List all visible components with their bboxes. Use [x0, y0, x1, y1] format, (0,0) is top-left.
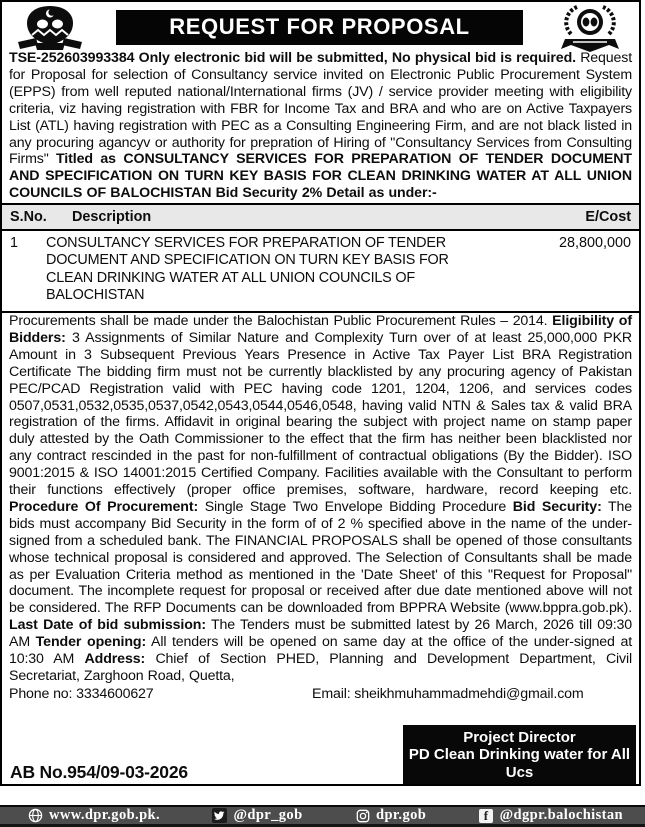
signature-line: PD Clean Drinking water for All	[408, 746, 631, 763]
ab-reference-number: AB No.954/09-03-2026	[10, 762, 188, 782]
email-address[interactable]: Email: sheikhmuhammadmehdi@gmail.com	[312, 685, 584, 702]
column-header-description: Description	[72, 209, 152, 226]
cell-ecost: 28,800,000	[558, 235, 631, 252]
page-title: REQUEST FOR PROPOSAL	[116, 10, 523, 45]
twitter-link[interactable]	[212, 807, 302, 824]
facebook-icon: f	[479, 808, 494, 823]
cost-table-header-row	[2, 205, 639, 231]
instagram-link[interactable]	[355, 807, 426, 824]
intro-paragraph: TSE-252603993384 Only electronic bid will be submitted, No physical bid is required. Request for Proposal for selection of Consultancy service invited on Electronic Public Procurement System (EPPS) from well reputed national/International firms (JV) / service provider meeting with eligibility criteria, viz having registration with FBR for Income Tax and BRA and who are on Active Taxpayers List (ATL) having registration with PEC as a Consulting Engineering Firm, and are not black listed in any procuring agancyv or authority for prepration of Hiring of "Consultancy Services from Consulting Firms" Titled as CONSULTANCY SERVICES FOR PREPARATION OF TENDER DOCUMENT AND SPECIFICATION ON TURN KEY BASIS FOR CLEAN DRINKING WATER AT ALL UNION COUNCILS OF BALOCHISTAN Bid Security 2% Detail as under:-	[9, 50, 632, 202]
instagram-icon	[355, 808, 370, 823]
website-label: www.dpr.gob.pk.	[49, 807, 161, 823]
signature-block	[403, 725, 636, 785]
twitter-icon	[212, 808, 227, 823]
contact-row	[2, 685, 639, 703]
header	[2, 2, 639, 50]
cell-description: CONSULTANCY SERVICES FOR PREPARATION OF TENDER DOCUMENT AND SPECIFICATION ON TURN KEY BASIS FOR CLEAN DRINKING WATER AT ALL UNION COUNCILS OF BALOCHISTAN	[46, 235, 449, 303]
signature-line: Ucs	[505, 763, 534, 781]
cost-table	[2, 203, 639, 313]
facebook-link[interactable]	[479, 807, 623, 824]
column-header-ecost: E/Cost	[585, 209, 631, 226]
column-header-sno: S.No.	[10, 209, 47, 226]
cell-sno: 1	[10, 235, 18, 252]
phone-number: Phone no: 3334600627	[9, 685, 154, 702]
social-footer-bar	[0, 805, 645, 827]
signature-line: Project Director	[463, 728, 576, 746]
table-row	[2, 231, 639, 313]
body-paragraph: Procurements shall be made under the Balochistan Public Procurement Rules – 2014. Eligibility of Bidders: 3 Assignments of Similar Nature and Complexity Turn over of at least 25,000,000 PKR Amount in 3 Subsequent Previous Years Presence in Active Tax Payer List BRA Registration Certificate The bidding firm must not be currently blacklisted by any procuring agency of Pakistan PEC/PCAD Registration valid with PEC having code 1201, 1204, 1206, and services codes 0507,0531,0532,0535,0537,0542,0543,0544,0546,0548, having valid NTN & Sales tax & valid BRA registration of the firms. Affidavit in original bearing the subject with project name on stamp paper duly attested by the Oath Commissioner to the effect that the firm has neither been blacklisted nor any contract rescinded in the past for non-fulfillment of contractual obligations (By the Bidder). ISO 9001:2015 & ISO 14001:2015 Certified Company. Facilities available with the Consultant to perform their functions effectively (proper office premises, software, hardware, record keeping etc. Procedure Of Procurement: Single Stage Two Envelope Bidding Procedure Bid Security: The bids must accompany Bid Security in the form of of 2 % specified above in the name of the under-signed from a scheduled bank. The FINANCIAL PROPOSALS shall be opened of those consultants whose technical proposal is considered and approved. The Selection of Consultants shall be made as per Evaluation Criteria method as mentioned in the 'Date Sheet' of this "Request for Proposal" document. The incomplete request for proposal or received after due date mentioned above will not be considered. The RFP Documents can be downloaded from BPPRA Website (www.bppra.gob.pk). Last Date of bid submission: The Tenders must be submitted latest by 26 March, 2026 till 09:30 AM Tender opening: All tenders will be opened on same day at the office of the under-signed at 10:30 AM Address: Chief of Section PHED, Planning and Development Department, Civil Secretariat, Zarghoon Road, Quetta,	[9, 312, 633, 684]
instagram-label: dpr.gob	[376, 807, 427, 823]
website-link[interactable]	[28, 807, 160, 824]
globe-icon	[28, 808, 43, 823]
twitter-label: @dpr_gob	[233, 807, 303, 823]
facebook-label: @dgpr.balochistan	[499, 807, 623, 823]
